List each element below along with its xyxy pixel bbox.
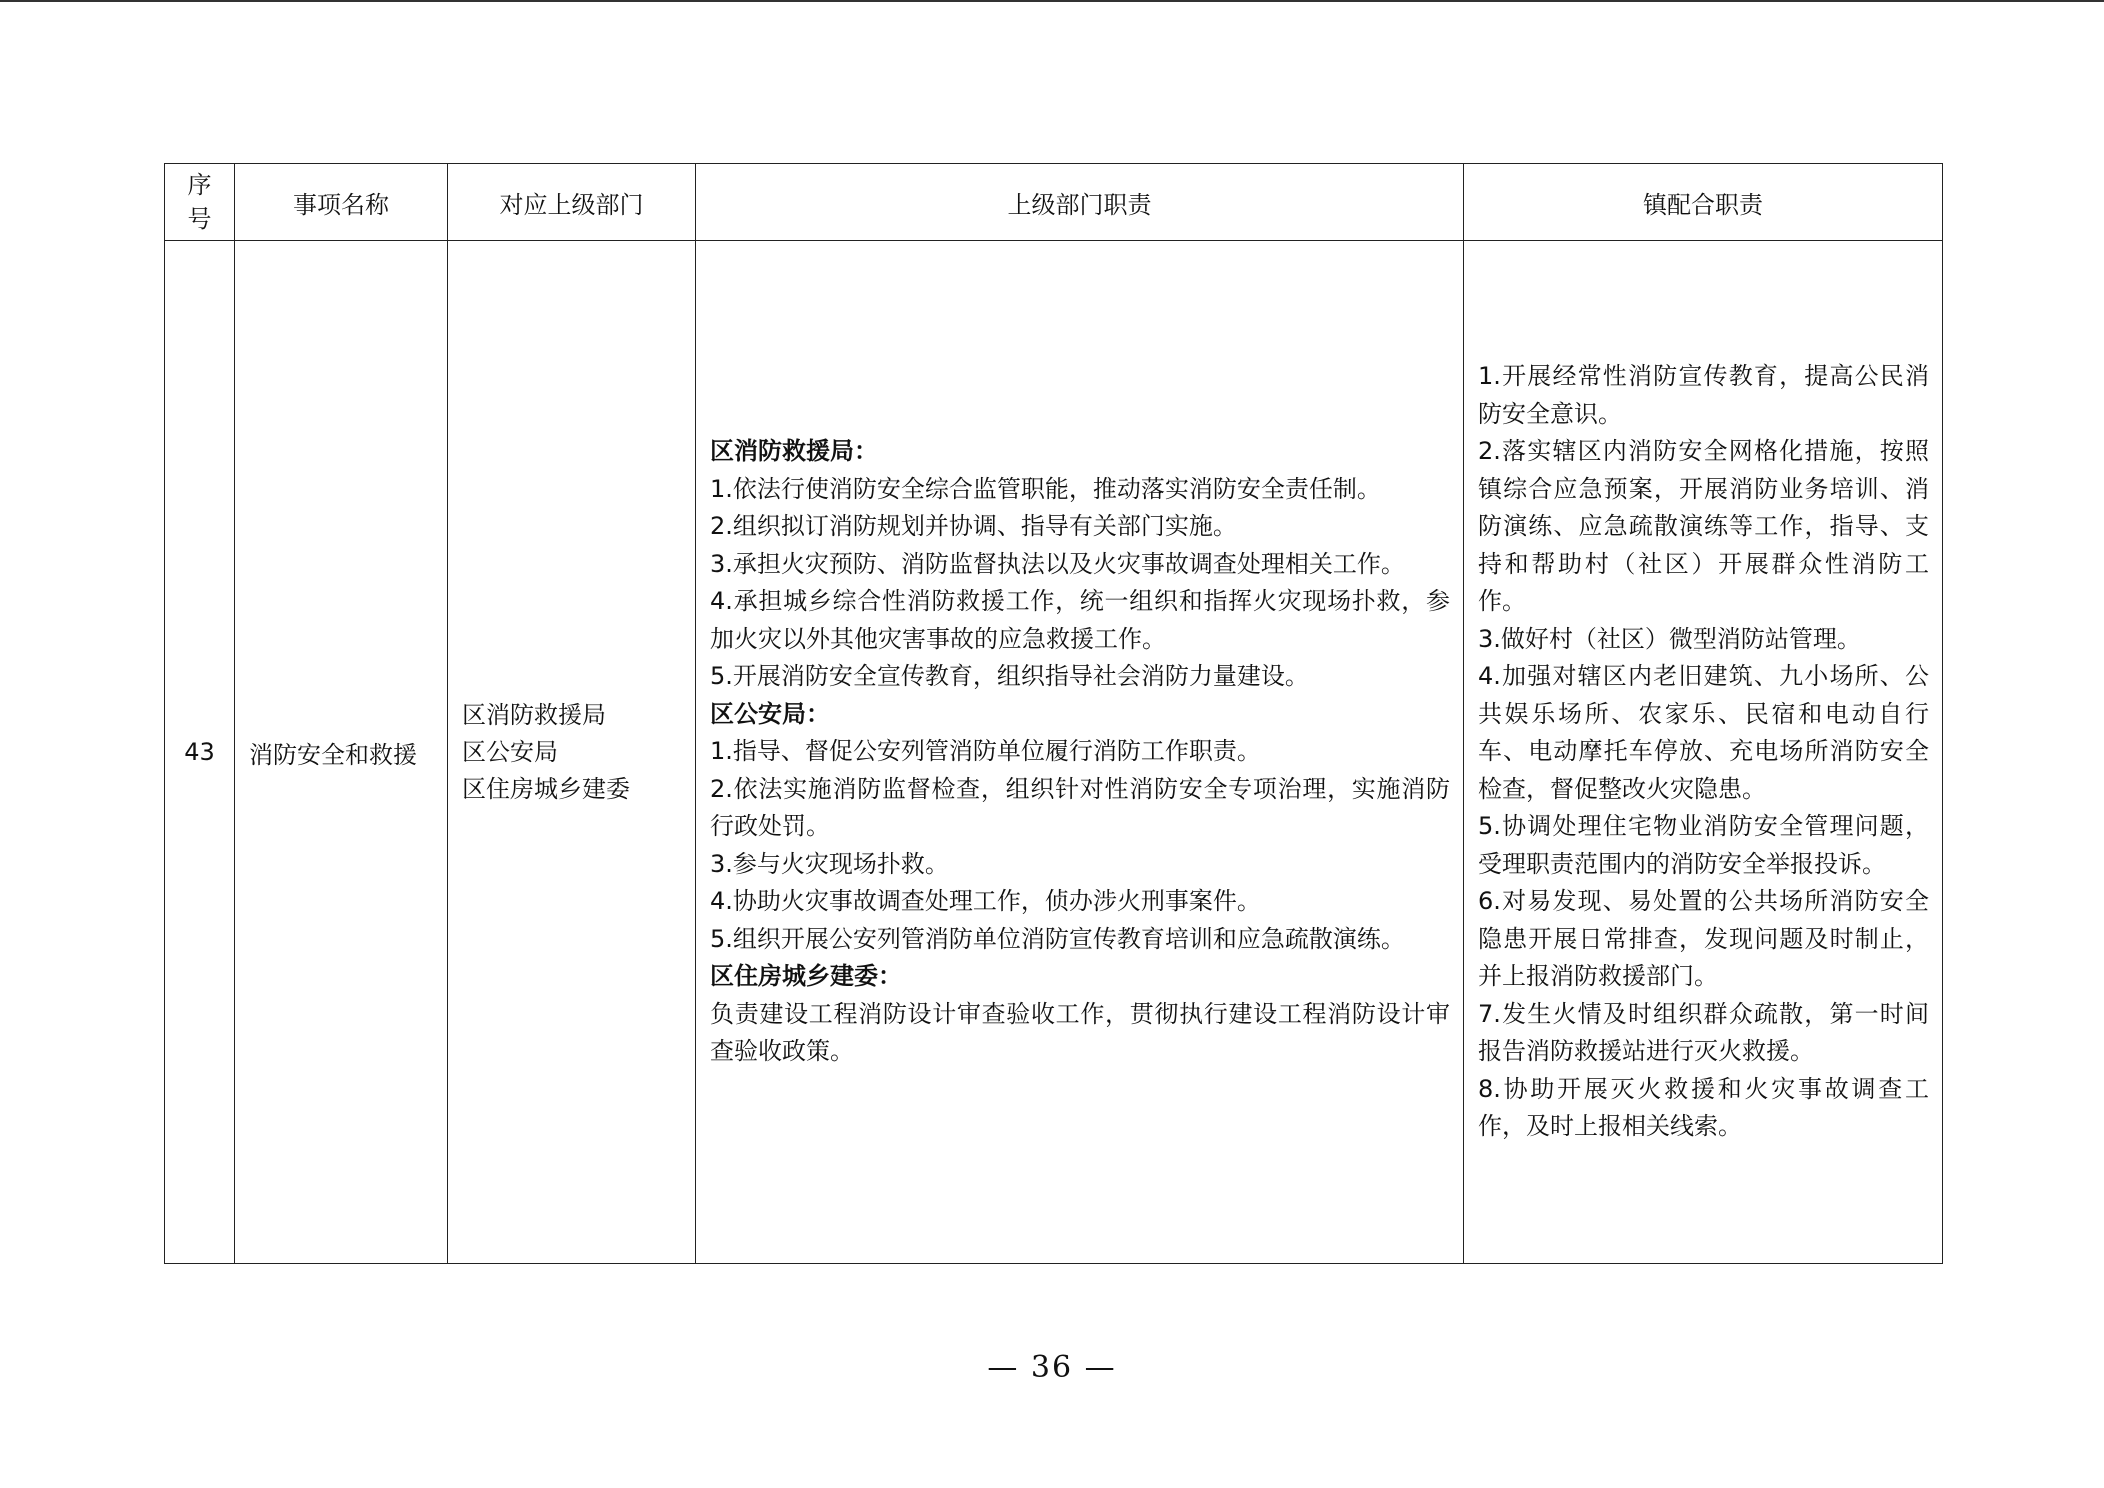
- page-number: — 36 —: [987, 1350, 1117, 1385]
- dept-housing-construction: 区住房城乡建委: [462, 774, 630, 803]
- duty-heading-housing-construction: 区住房城乡建委：: [710, 962, 902, 991]
- duty-line: 4.承担城乡综合性消防救援工作，统一组织和指挥火灾现场扑救，参加火灾以外其他灾害事故的应急救援工作。: [710, 587, 1450, 653]
- town-duty-line: 7.发生火情及时组织群众疏散，第一时间报告消防救援站进行灭火救援。: [1478, 999, 1929, 1066]
- header-item-name: 事项名称: [235, 164, 448, 241]
- header-superior-dept: 对应上级部门: [448, 164, 696, 241]
- duty-heading-public-security: 区公安局：: [710, 699, 830, 728]
- row-item-name: 消防安全和救援: [235, 241, 448, 1264]
- town-duty-line: 6.对易发现、易处置的公共场所消防安全隐患开展日常排查，发现问题及时制止，并上报消防救援部门。: [1478, 887, 1929, 991]
- dept-fire-rescue: 区消防救援局: [462, 700, 606, 729]
- duty-line: 3.参与火灾现场扑救。: [710, 849, 949, 878]
- table-header: [165, 164, 1943, 241]
- town-duty-line: 5.协调处理住宅物业消防安全管理问题，受理职责范围内的消防安全举报投诉。: [1478, 812, 1929, 878]
- duty-line: 负责建设工程消防设计审查验收工作，贯彻执行建设工程消防设计审查验收政策。: [710, 999, 1450, 1066]
- table-body: [165, 241, 1943, 1264]
- town-duty-line: 1.开展经常性消防宣传教育，提高公民消防安全意识。: [1478, 362, 1929, 428]
- duty-line: 1.依法行使消防安全综合监管职能，推动落实消防安全责任制。: [710, 474, 1381, 503]
- duty-heading-fire-rescue: 区消防救援局：: [710, 437, 878, 466]
- duty-line: 2.组织拟订消防规划并协调、指导有关部门实施。: [710, 512, 1237, 541]
- duty-line: 1.指导、督促公安列管消防单位履行消防工作职责。: [710, 737, 1261, 766]
- town-duty-line: 2.落实辖区内消防安全网格化措施，按照镇综合应急预案，开展消防业务培训、消防演练、应急疏散演练等工作，指导、支持和帮助村（社区）开展群众性消防工作。: [1478, 437, 1929, 616]
- row-superior-duties: [696, 241, 1464, 1264]
- dept-public-security: 区公安局: [462, 737, 558, 766]
- table-row: [165, 241, 1943, 1264]
- header-town-duties: 镇配合职责: [1464, 164, 1943, 241]
- duty-line: 4.协助火灾事故调查处理工作，侦办涉火刑事案件。: [710, 887, 1261, 916]
- row-town-duties: [1464, 241, 1943, 1264]
- duty-line: 5.开展消防安全宣传教育，组织指导社会消防力量建设。: [710, 662, 1309, 691]
- town-duty-line: 4.加强对辖区内老旧建筑、九小场所、公共娱乐场所、农家乐、民宿和电动自行车、电动摩托车停放、充电场所消防安全检查，督促整改火灾隐患。: [1478, 662, 1929, 803]
- header-superior-duties: 上级部门职责: [696, 164, 1464, 241]
- row-seq: 43: [165, 241, 235, 1264]
- duty-line: 2.依法实施消防监督检查，组织针对性消防安全专项治理，实施消防行政处罚。: [710, 774, 1450, 841]
- duty-line: 5.组织开展公安列管消防单位消防宣传教育培训和应急疏散演练。: [710, 924, 1405, 953]
- superior-duties-block: [710, 433, 1450, 1071]
- row-superior-depts: [448, 241, 696, 1264]
- header-row: [165, 164, 1943, 241]
- town-duty-line: 3.做好村（社区）微型消防站管理。: [1478, 624, 1861, 653]
- page-top-border: [0, 0, 2104, 2]
- header-seq-line1: 序: [187, 171, 212, 199]
- town-duty-line: 8.协助开展灭火救援和火灾事故调查工作，及时上报相关线索。: [1478, 1074, 1929, 1141]
- header-seq: [165, 164, 235, 241]
- town-duties-block: [1478, 358, 1929, 1146]
- duty-table: [164, 163, 1943, 1264]
- duty-line: 3.承担火灾预防、消防监督执法以及火灾事故调查处理相关工作。: [710, 549, 1405, 578]
- header-seq-line2: 号: [187, 205, 212, 233]
